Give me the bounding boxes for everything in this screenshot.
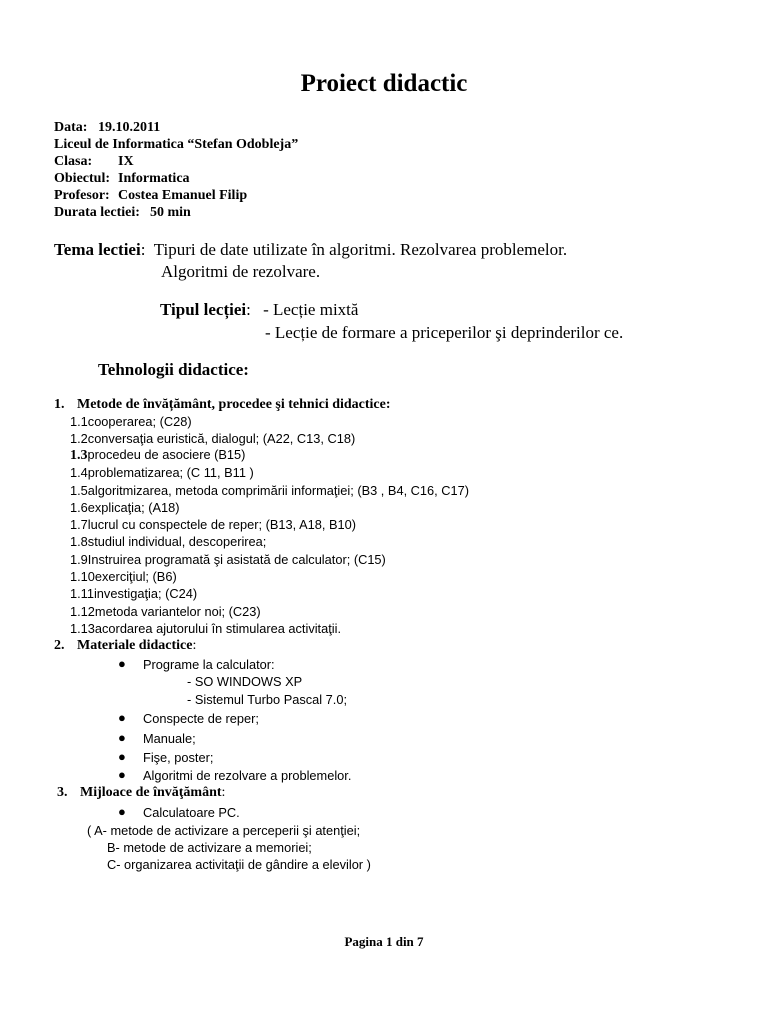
- tipul-line1: - Lecție mixtă: [263, 300, 359, 319]
- tipul-label: Tipul lecției: [160, 300, 247, 319]
- meta-teacher: [54, 187, 247, 204]
- item-number: 1.11: [70, 586, 94, 601]
- list-item: Conspecte de reper;: [143, 711, 259, 726]
- item-number: 1.9: [70, 552, 88, 567]
- list-item: Manuale;: [143, 731, 196, 746]
- list-item: Calculatoare PC.: [143, 805, 240, 820]
- meta-subject: [54, 170, 190, 187]
- list-item: [70, 534, 266, 549]
- item-text: studiul individual, descoperirea;: [87, 534, 267, 549]
- tema-label: Tema lectiei: [54, 240, 141, 259]
- section-label: Materiale didactice: [77, 638, 193, 653]
- list-item: [70, 414, 192, 429]
- sub-item: - SO WINDOWS XP: [187, 674, 303, 689]
- item-number: 1.2: [70, 431, 88, 446]
- tehnologii-heading: Tehnologii didactice:: [98, 360, 249, 379]
- meta-key: Liceul de Informatica “Stefan Odobleja”: [54, 137, 299, 152]
- tipul-line2: - Lecție de formare a priceperilor şi deprinderilor ce.: [265, 323, 624, 342]
- meta-key: Durata lectiei:: [54, 205, 140, 220]
- list-item: [70, 465, 254, 480]
- list-item: [70, 517, 356, 532]
- meta-value: Costea Emanuel Filip: [118, 188, 248, 203]
- section-colon: :: [221, 785, 226, 800]
- section-2-heading: [54, 638, 196, 654]
- list-item: [70, 586, 197, 601]
- meta-key: Clasa:: [54, 154, 93, 169]
- list-item: Algoritmi de rezolvare a problemelor.: [143, 768, 352, 783]
- tema-line2: Algoritmi de rezolvare.: [161, 262, 321, 281]
- tema-line1: Tipuri de date utilizate în algoritmi. Rezolvarea problemelor.: [153, 240, 568, 259]
- meta-class: [54, 153, 134, 170]
- item-number: 1.1: [70, 414, 88, 429]
- item-number: 1.10: [70, 569, 95, 584]
- item-number: 1.13: [70, 621, 95, 636]
- tipul-colon: :: [246, 300, 251, 319]
- item-text: acordarea ajutorului în stimularea activitaţii.: [94, 621, 342, 636]
- bullet-icon: ●: [118, 749, 126, 764]
- item-text: conversaţia euristică, dialogul; (A22, C13, C18): [87, 431, 356, 446]
- tema-row: [54, 240, 567, 260]
- list-item: [70, 431, 355, 446]
- item-text: lucrul cu conspectele de reper; (B13, A18, B10): [87, 517, 356, 532]
- item-number: 1.12: [70, 604, 95, 619]
- bullet-icon: ●: [118, 710, 126, 725]
- meta-school: [54, 136, 298, 153]
- section-3-heading: [57, 785, 225, 801]
- section-number: 2.: [54, 638, 65, 653]
- item-number: 1.6: [70, 500, 88, 515]
- bullet-icon: ●: [118, 767, 126, 782]
- item-text: metoda variantelor noi; (C23): [94, 604, 261, 619]
- note-line: ( A- metode de activizare a perceperii şi atenţiei;: [87, 823, 361, 838]
- tema-colon: :: [140, 240, 146, 259]
- document-title: Proiect didactic: [300, 70, 468, 97]
- list-item: [70, 604, 261, 619]
- section-label: Mijloace de învăţământ: [80, 785, 222, 800]
- item-text: problematizarea; (C 11, B11 ): [87, 465, 254, 480]
- meta-value: 50 min: [150, 205, 191, 220]
- list-item: [70, 552, 386, 567]
- list-item: [70, 500, 180, 515]
- item-number: 1.3: [70, 448, 88, 463]
- meta-date: [54, 119, 160, 136]
- meta-key: Profesor:: [54, 188, 110, 203]
- item-text: exerciţiul; (B6): [94, 569, 177, 584]
- note-line: B- metode de activizare a memoriei;: [107, 840, 312, 855]
- meta-key: Obiectul:: [54, 171, 110, 186]
- meta-duration: [54, 204, 191, 221]
- tipul-row: [160, 300, 358, 320]
- section-colon: :: [192, 638, 197, 653]
- item-number: 1.5: [70, 483, 88, 498]
- item-text: algoritmizarea, metoda comprimării informaţiei; (B3 , B4, C16, C17): [87, 483, 469, 498]
- item-number: 1.8: [70, 534, 88, 549]
- sub-item: - Sistemul Turbo Pascal 7.0;: [187, 692, 348, 707]
- page-footer: Pagina 1 din 7: [344, 934, 424, 949]
- note-line: C- organizarea activitaţii de gândire a elevilor ): [107, 857, 371, 872]
- item-text: investigaţia; (C24): [93, 586, 198, 601]
- bullet-icon: ●: [118, 656, 126, 671]
- item-text: explicaţia; (A18): [87, 500, 180, 515]
- section-number: 3.: [57, 785, 68, 800]
- meta-value: Informatica: [118, 171, 190, 186]
- section-1-heading: [54, 397, 391, 413]
- bullet-icon: ●: [118, 804, 126, 819]
- list-item: [70, 621, 341, 636]
- list-item: [70, 483, 469, 498]
- item-text: procedeu de asociere (B15): [87, 447, 246, 462]
- list-item: [70, 569, 177, 584]
- bullet-icon: ●: [118, 730, 126, 745]
- section-label: Metode de învățământ, procedee şi tehnici didactice:: [77, 397, 391, 412]
- list-item: [70, 447, 245, 464]
- item-text: cooperarea; (C28): [87, 414, 192, 429]
- item-number: 1.4: [70, 465, 88, 480]
- item-text: Instruirea programată şi asistată de calculator; (C15): [87, 552, 386, 567]
- list-item: Fişe, poster;: [143, 750, 214, 765]
- meta-key: Data:: [54, 120, 88, 135]
- section-number: 1.: [54, 397, 65, 412]
- meta-value: 19.10.2011: [98, 120, 161, 135]
- item-number: 1.7: [70, 517, 88, 532]
- meta-value: IX: [118, 154, 134, 169]
- list-item: Programe la calculator:: [143, 657, 275, 672]
